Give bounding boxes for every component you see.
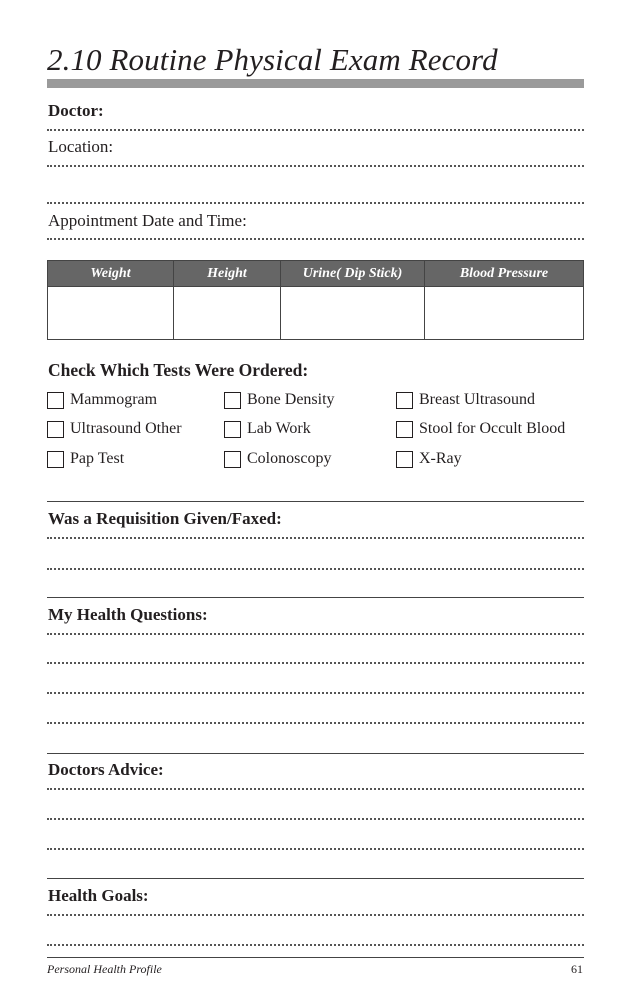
location-line-2[interactable] <box>47 202 584 204</box>
checkbox-square-icon[interactable] <box>224 392 241 409</box>
checkbox-square-icon[interactable] <box>47 392 64 409</box>
checkbox-ultrasound-other[interactable] <box>47 418 182 440</box>
weight-header: Weight <box>48 261 174 287</box>
checkbox-colonoscopy[interactable] <box>224 448 331 470</box>
title-underline-bar <box>47 79 584 88</box>
checkbox-square-icon[interactable] <box>396 392 413 409</box>
section-divider <box>47 878 584 879</box>
questions-line-3[interactable] <box>47 692 584 694</box>
checkbox-square-icon[interactable] <box>224 451 241 468</box>
footer-book-title: Personal Health Profile <box>47 962 162 976</box>
vitals-table <box>47 260 584 340</box>
checkbox-square-icon[interactable] <box>47 421 64 438</box>
section-divider <box>47 753 584 754</box>
checkbox-breast-ultrasound[interactable] <box>396 389 535 411</box>
checkbox-label: Lab Work <box>247 420 311 437</box>
checkbox-label: Mammogram <box>70 391 158 408</box>
checkbox-square-icon[interactable] <box>396 451 413 468</box>
checkbox-label: X-Ray <box>419 450 462 467</box>
section-divider <box>47 597 584 598</box>
questions-line-1[interactable] <box>47 633 584 635</box>
checkbox-label: Bone Density <box>247 391 335 408</box>
goals-line-1[interactable] <box>47 914 584 916</box>
advice-line-3[interactable] <box>47 848 584 850</box>
urine-cell[interactable] <box>281 287 425 340</box>
doctors-advice-label: Doctors Advice: <box>48 760 164 779</box>
checkbox-label: Ultrasound Other <box>70 420 182 437</box>
questions-line-4[interactable] <box>47 722 584 724</box>
appointment-line[interactable] <box>47 238 584 240</box>
appointment-label: Appointment Date and Time: <box>48 211 247 230</box>
checkbox-lab-work[interactable] <box>224 418 311 440</box>
location-line-1[interactable] <box>47 165 584 167</box>
weight-cell[interactable] <box>48 287 174 340</box>
questions-line-2[interactable] <box>47 662 584 664</box>
height-header: Height <box>174 261 281 287</box>
page-title: 2.10 Routine Physical Exam Record <box>47 42 498 77</box>
goals-line-2[interactable] <box>47 944 584 946</box>
checkbox-label: Breast Ultrasound <box>419 391 535 408</box>
doctor-line[interactable] <box>47 129 584 131</box>
location-label: Location: <box>48 137 114 156</box>
checkbox-pap-test[interactable] <box>47 448 124 470</box>
advice-line-1[interactable] <box>47 788 584 790</box>
footer-page-number: 61 <box>571 962 583 976</box>
checkbox-stool-occult-blood[interactable] <box>396 418 565 440</box>
blood-pressure-cell[interactable] <box>425 287 584 340</box>
checkbox-square-icon[interactable] <box>396 421 413 438</box>
health-questions-label: My Health Questions: <box>48 605 208 624</box>
checkbox-x-ray[interactable] <box>396 448 462 470</box>
checkbox-mammogram[interactable] <box>47 389 157 411</box>
checkbox-square-icon[interactable] <box>224 421 241 438</box>
urine-header: Urine( Dip Stick) <box>281 261 425 287</box>
checkbox-label: Colonoscopy <box>247 450 332 467</box>
tests-heading: Check Which Tests Were Ordered: <box>48 360 309 380</box>
requisition-label: Was a Requisition Given/Faxed: <box>48 509 282 528</box>
height-cell[interactable] <box>174 287 281 340</box>
advice-line-2[interactable] <box>47 818 584 820</box>
checkbox-square-icon[interactable] <box>47 451 64 468</box>
section-divider <box>47 501 584 502</box>
checkbox-label: Stool for Occult Blood <box>419 420 566 437</box>
doctor-label: Doctor: <box>48 101 104 120</box>
requisition-line-2[interactable] <box>47 568 584 570</box>
checkbox-bone-density[interactable] <box>224 389 335 411</box>
footer-divider <box>47 957 584 958</box>
health-goals-label: Health Goals: <box>48 886 149 905</box>
checkbox-label: Pap Test <box>70 450 125 467</box>
requisition-line-1[interactable] <box>47 537 584 539</box>
blood-pressure-header: Blood Pressure <box>425 261 584 287</box>
